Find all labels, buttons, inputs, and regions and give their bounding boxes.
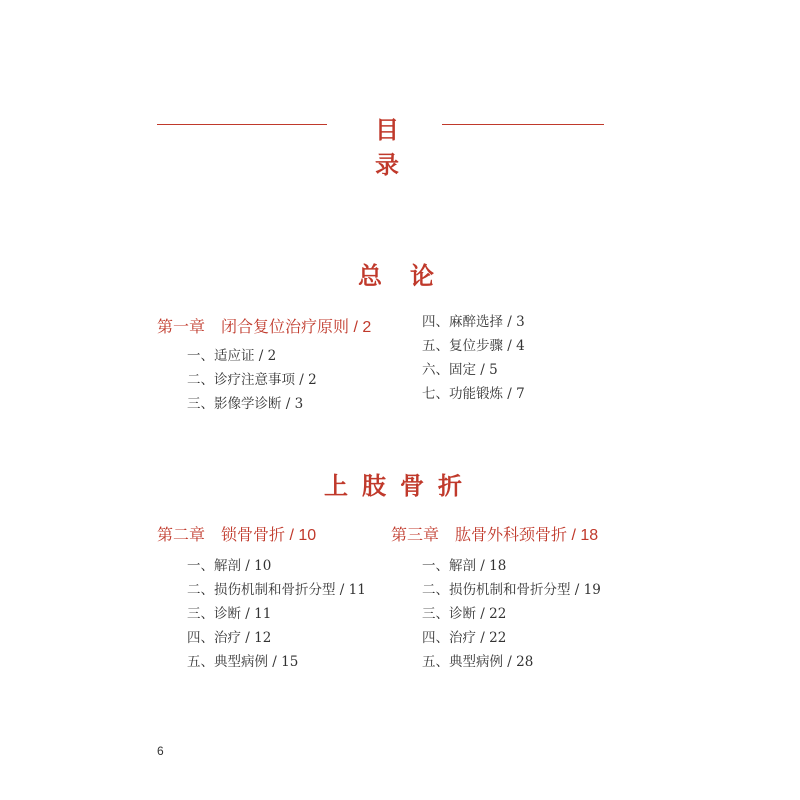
section-title-upper-limb: 上肢骨折	[324, 473, 476, 500]
header-rule-right	[442, 124, 604, 125]
list-item[interactable]: 二、损伤机制和骨折分型 / 19	[422, 582, 601, 598]
list-item[interactable]: 一、解剖 / 18	[422, 558, 507, 574]
chapter-title: 肱骨外科颈骨折 / 18	[455, 527, 599, 544]
chapter-heading-1[interactable]	[157, 314, 371, 337]
chapter-title: 锁骨骨折 / 10	[221, 527, 317, 544]
chapter-heading-2[interactable]	[157, 522, 316, 545]
list-item[interactable]: 五、典型病例 / 15	[187, 654, 299, 670]
list-item[interactable]: 七、功能锻炼 / 7	[422, 386, 525, 402]
page-number: 6	[157, 744, 164, 758]
list-item[interactable]: 二、损伤机制和骨折分型 / 11	[187, 582, 366, 598]
page-title: 目录	[375, 117, 427, 179]
list-item[interactable]: 一、解剖 / 10	[187, 558, 272, 574]
list-item[interactable]: 三、影像学诊断 / 3	[187, 396, 304, 412]
list-item[interactable]: 四、麻醉选择 / 3	[422, 314, 525, 330]
toc-header	[157, 110, 604, 179]
list-item[interactable]: 四、治疗 / 22	[422, 630, 507, 646]
chapter-number: 第三章	[391, 527, 440, 544]
list-item[interactable]: 一、适应证 / 2	[187, 348, 277, 364]
toc-list-chapter-2	[187, 554, 366, 674]
section-title-general: 总论	[358, 263, 462, 290]
toc-list-general-left	[187, 344, 317, 416]
list-item[interactable]: 三、诊断 / 22	[422, 606, 507, 622]
chapter-number: 第一章	[157, 319, 206, 336]
header-rule-left	[157, 124, 327, 125]
list-item[interactable]: 四、治疗 / 12	[187, 630, 272, 646]
list-item[interactable]: 六、固定 / 5	[422, 362, 498, 378]
list-item[interactable]: 五、典型病例 / 28	[422, 654, 534, 670]
toc-list-general-right	[422, 310, 525, 406]
list-item[interactable]: 五、复位步骤 / 4	[422, 338, 525, 354]
list-item[interactable]: 二、诊疗注意事项 / 2	[187, 372, 317, 388]
chapter-number: 第二章	[157, 527, 206, 544]
list-item[interactable]: 三、诊断 / 11	[187, 606, 272, 622]
toc-list-chapter-3	[422, 554, 601, 674]
chapter-title: 闭合复位治疗原则 / 2	[221, 319, 372, 336]
chapter-heading-3[interactable]	[391, 522, 598, 545]
